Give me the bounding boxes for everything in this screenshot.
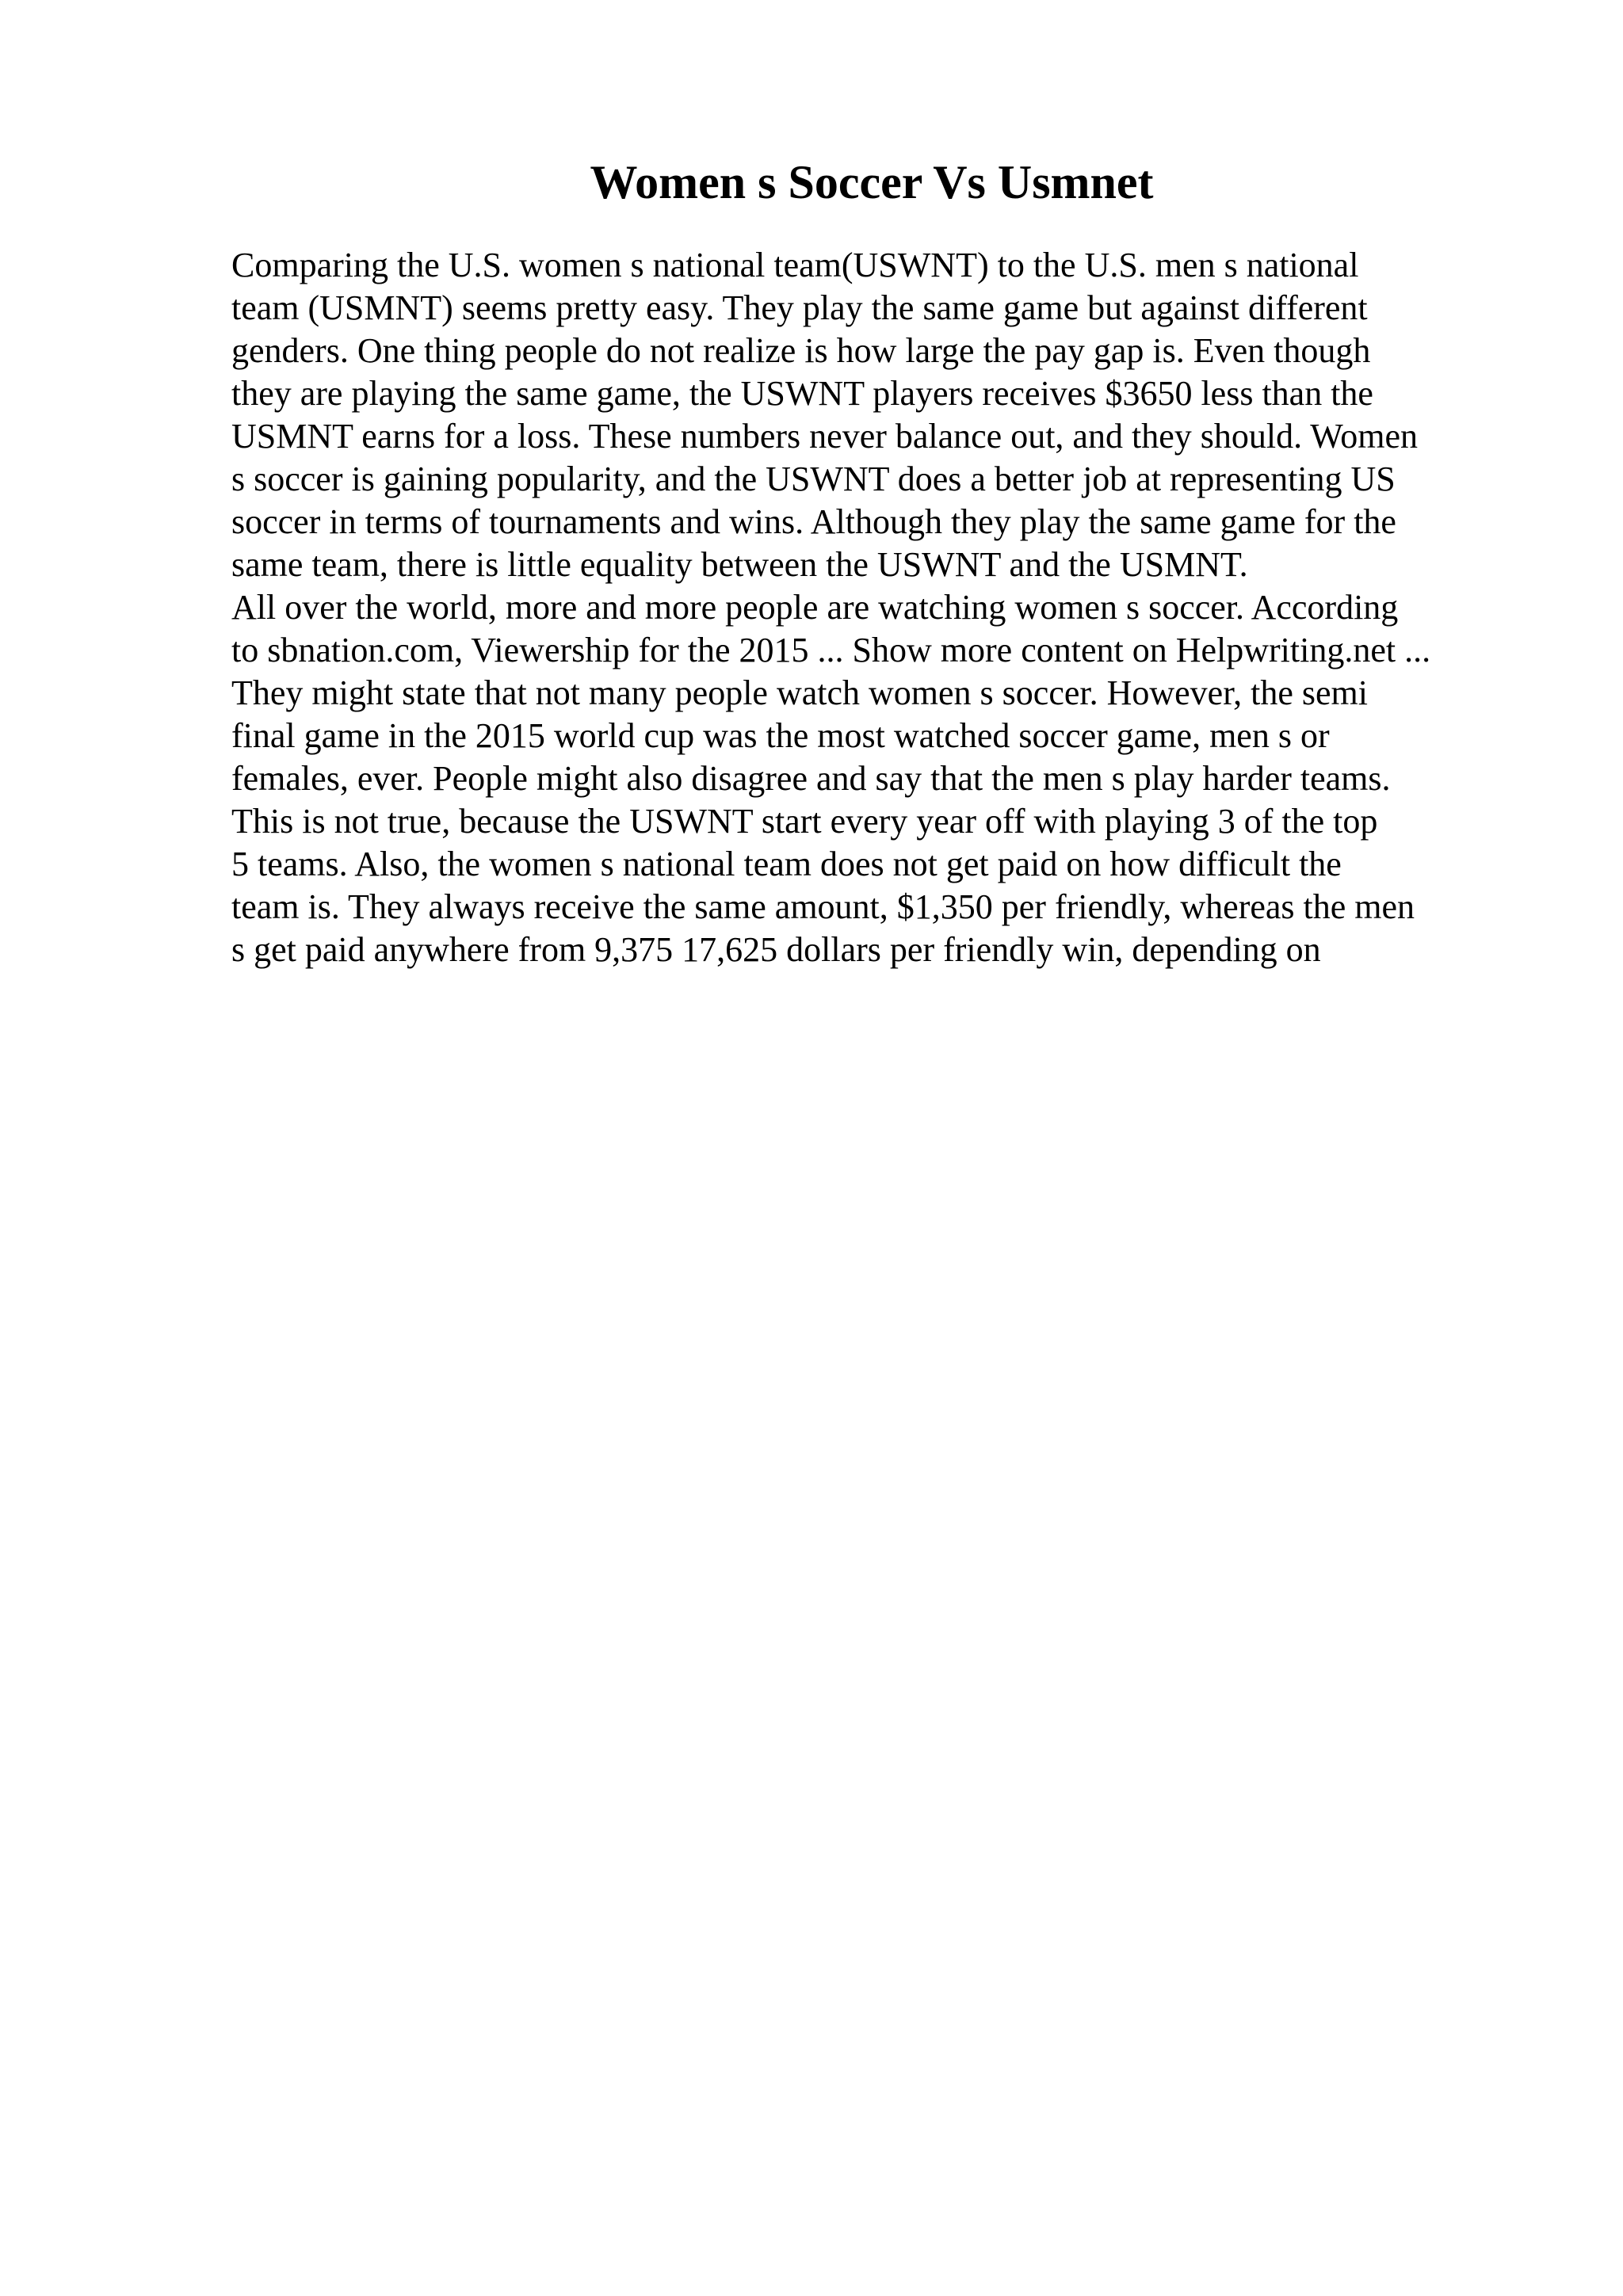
body-line: USMNT earns for a loss. These numbers never balance out, and they should. Women (231, 417, 1419, 456)
body-line: All over the world, more and more people are watching women s soccer. According (231, 588, 1399, 627)
body-line: team is. They always receive the same amount, $1,350 per friendly, whereas the men (231, 887, 1415, 926)
body-line: s get paid anywhere from 9,375 17,625 dollars per friendly win, depending on (231, 930, 1321, 969)
body-line: females, ever. People might also disagree and say that the men s play harder teams. (231, 759, 1391, 798)
body-line: soccer in terms of tournaments and wins. Although they play the same game for the (231, 502, 1396, 541)
body-line: same team, there is little equality between the USWNT and the USMNT. (231, 545, 1248, 584)
document-body (231, 244, 1594, 971)
body-line: they are playing the same game, the USWNT players receives $3650 less than the (231, 374, 1373, 413)
body-line: 5 teams. Also, the women s national team does not get paid on how difficult the (231, 845, 1342, 883)
document-title: Women s Soccer Vs Usmnet (590, 156, 1154, 208)
body-line: genders. One thing people do not realize is how large the pay gap is. Even though (231, 331, 1371, 370)
body-line: s soccer is gaining popularity, and the USWNT does a better job at representing US (231, 460, 1396, 498)
body-line: to sbnation.com, Viewership for the 2015 ... Show more content on Helpwriting.net ... (231, 631, 1431, 669)
body-line: Comparing the U.S. women s national team(USWNT) to the U.S. men s national (231, 246, 1359, 284)
body-line: final game in the 2015 world cup was the most watched soccer game, men s or (231, 716, 1330, 755)
body-line: team (USMNT) seems pretty easy. They play the same game but against different (231, 288, 1368, 327)
body-line: This is not true, because the USWNT start every year off with playing 3 of the top (231, 802, 1378, 841)
body-line: They might state that not many people watch women s soccer. However, the semi (231, 673, 1368, 712)
